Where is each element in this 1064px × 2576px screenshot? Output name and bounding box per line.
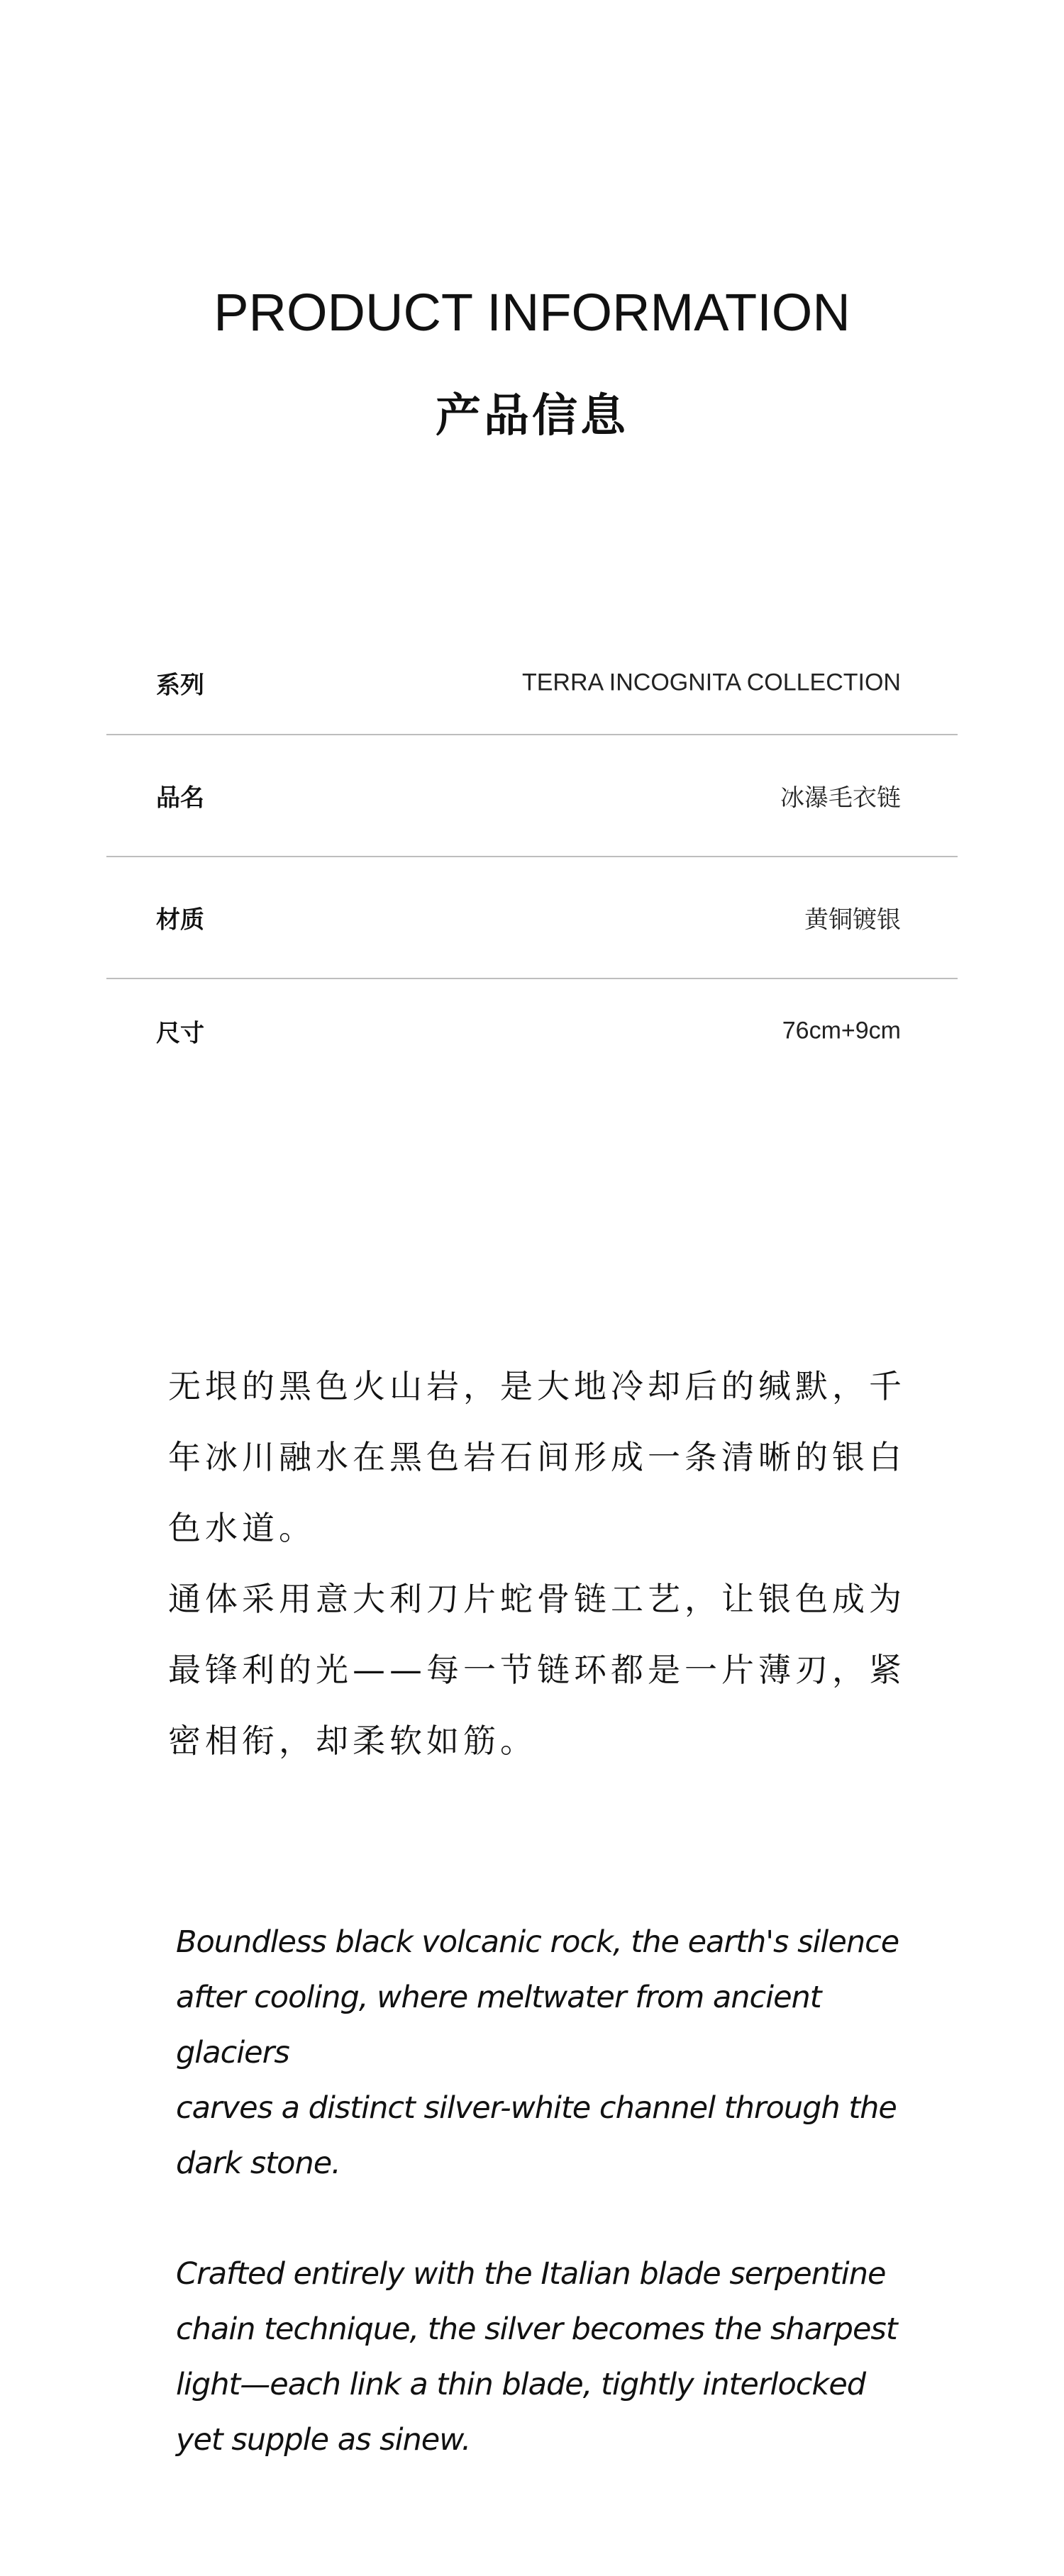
spec-table <box>106 631 958 1082</box>
description-line: yet supple as sinew. <box>176 2422 471 2458</box>
description-line: 年冰川融水在黑色岩石间形成一条清晰的银白 <box>168 1438 906 1476</box>
spec-value: TERRA INCOGNITA COLLECTION <box>521 669 901 696</box>
description-line: after cooling, where meltwater from ancient glaciers <box>176 1980 821 2070</box>
spec-value: 冰瀑毛衣链 <box>780 784 901 812</box>
description-line: Boundless black volcanic rock, the earth's silence <box>176 1924 899 1960</box>
description-line: light—each link a thin blade, tightly interlocked <box>176 2367 866 2402</box>
description-line: Crafted entirely with the Italian blade serpentine <box>176 2256 886 2292</box>
description-paragraph <box>176 1914 928 2191</box>
description-line: chain technique, the silver becomes the sharpest <box>176 2312 897 2347</box>
description-line: dark stone. <box>176 2146 340 2181</box>
spec-row-material <box>106 857 958 979</box>
spec-label: 材质 <box>156 906 204 934</box>
description-line: 无垠的黑色火山岩，是大地冷却后的缄默，千 <box>168 1367 906 1405</box>
description-line: 密相衔，却柔软如筋。 <box>168 1722 537 1760</box>
description-line: 色水道。 <box>168 1509 316 1547</box>
spec-row-series <box>106 631 958 735</box>
spec-value: 黄铜镀银 <box>804 906 901 934</box>
page-title-chinese: 产品信息 <box>436 390 628 441</box>
spec-row-product-name <box>106 735 958 857</box>
description-english <box>176 1914 928 2523</box>
spec-label: 品名 <box>156 784 204 812</box>
spec-label: 尺寸 <box>156 1020 204 1047</box>
description-paragraph <box>176 2246 928 2468</box>
description-line: 最锋利的光——每一节链环都是一片薄刃，紧 <box>168 1651 906 1689</box>
spec-value: 76cm+9cm <box>782 1017 901 1044</box>
spec-label: 系列 <box>156 671 204 698</box>
page-title-english: PRODUCT INFORMATION <box>214 283 850 342</box>
spec-row-size <box>106 979 958 1082</box>
description-line: carves a distinct silver-white channel through the <box>176 2090 897 2126</box>
description-chinese <box>168 1351 913 1776</box>
description-line: 通体采用意大利刀片蛇骨链工艺，让银色成为 <box>168 1580 906 1618</box>
